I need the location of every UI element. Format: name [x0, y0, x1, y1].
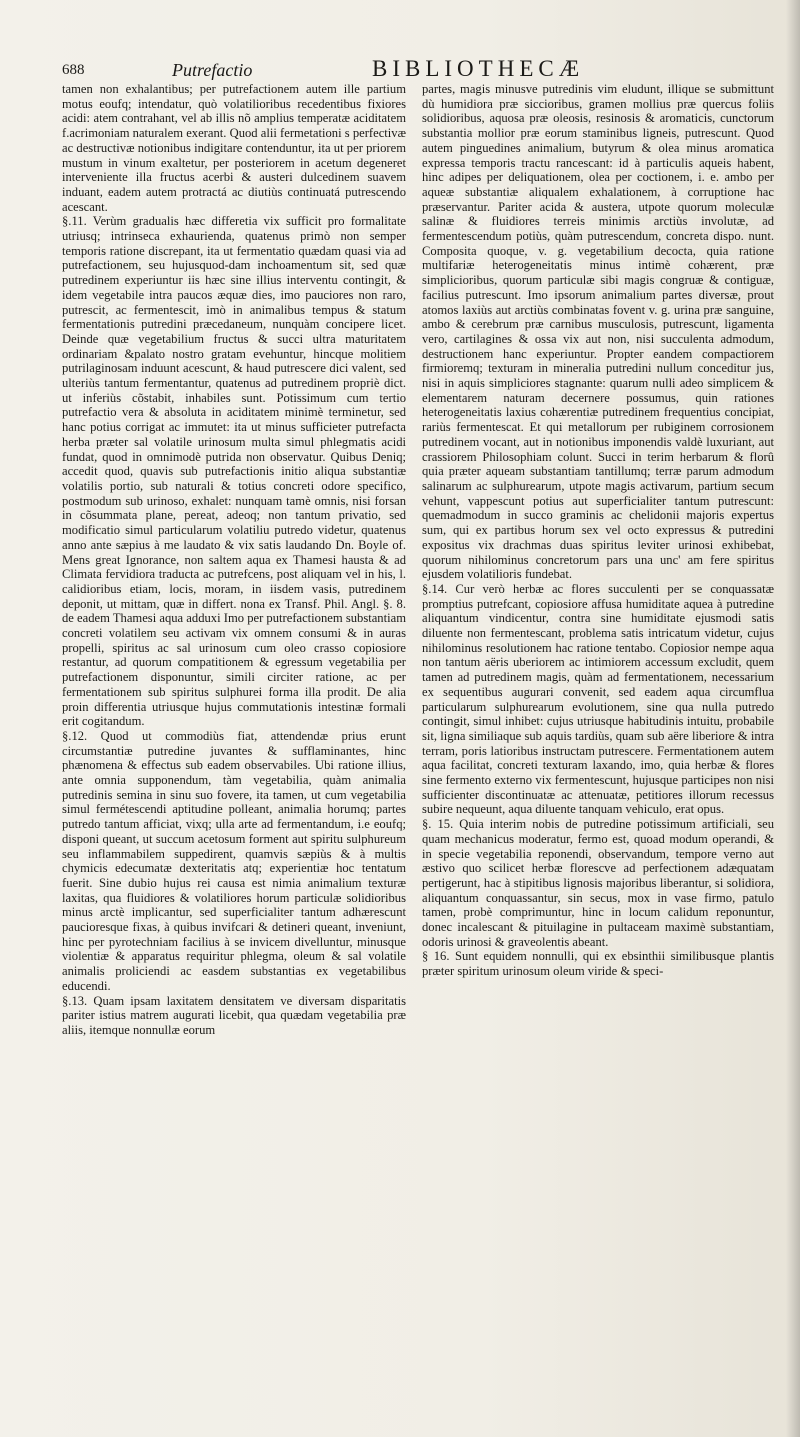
paragraph: §. 15. Quia interim nobis de putredine potissimum artificiali, seu quam mechanicus moderatur, fermo est, quoad modum operandi, & in specie vegetabilia reponendi, observandum, tempore verno aut æstivo quo scilicet herbæ florescve ad perfectionem adæquatam pertigerunt, hac à stipitibus lignosis majoribus liberantur, si solidiora, aliquantum conquassantur, sin secus, mox in vase firmo, patulo tamen, probè comprimuntur, hinc in locum calidum reponuntur, donec incalescant & pituilagine in pultaceam maximè substantiam, odoris urinosi & graveolentis abeant. [422, 817, 774, 949]
paragraph: §.13. Quam ipsam laxitatem densitatem ve diversam disparitatis pariter istius matrem augurati licebit, qua quædam vegetabilia præ aliis, itemque nonnullæ eorum [62, 993, 406, 1037]
page-number: 688 [62, 62, 85, 78]
right-column [422, 82, 774, 1412]
paragraph: partes, magis minusve putredinis vim eludunt, illique se submittunt dù humidiora præ siccioribus, gramen mollius præ quercus foliis solidioribus, aquosa præ oleosis, resinosis & aromaticis, cunctorum substantia mollior præ eorum staminibus ligneis, putrescunt. Quod autem pinguedines animalium, butyrum & olea minus aromatica expressa temporis tractu rancescant: id à particulis aqueis habent, hinc adipes per deliquationem, olea per coctionem, i. e. ambo per aqueæ substantiæ aliqualem exhalationem, à corruptione hac præservantur. Pariter acida & austera, utpote quorum moleculæ salinæ & fluidiores terreis minimis arctiùs involutæ, ad fermentescendum potiùs, quàm putrescendum, concreta dispo. nunt. Composita quoque, v. g. vegetabilium decocta, quia ratione multifariæ heterogeneitatis minus intimè cohærent, præ simplicioribus, quorum particulæ sibi magis congruæ & contiguæ, facilius putrescunt. Imo ipsorum animalium partes diversæ, prout atomos laxiùs aut arctiùs combinatas fovent v. g. urina præ sanguine, ambo & cerebrum præ carnibus musculosis, putrescunt, ligamenta vero, cartilagines & ossa vix aut non, nisi succulenta admodum, destructionem hanc experiuntur. Propter eandem compactiorem firmioremq; texturam in mineralia putredini nullum conceditur jus, nisi in aquis simpliciores stagnante: quarum nulli adeo simplicem & elementarem naturam decernere possumus, quin rationes heterogeneitatis laxius cohærentiæ putredinem frequentius concipiat, rariùs fermentescat. Et qui metallorum per rubiginem corrosionem putredinem vocant, aut in notionibus imponendis valdè luxuriant, aut crassiorem Philosophiam colunt. Succi in terim herbarum & florû quia præter aqueam substantiam tantillumq; terræ parum admodum salinarum ac sulphurearum, utpote magis activarum, partium secum vehunt, vappescunt potius aut superficialiter tantum putrescunt: quemadmodum in succo graminis ac chelidonii majoris expertus sum, qui ex partibus horum sex vel octo expressus & putredini expositus vix drachmas duas spiritus leviter urinosi exhibebat, quorum nihilominus concretorum pars una unc' am fere spiritus ejusdem volatilioris fundebat. [422, 82, 774, 582]
page-edge-shadow [786, 0, 800, 1437]
running-title: BIBLIOTHECÆ [372, 56, 585, 81]
page-header [62, 56, 762, 80]
running-head-left: Putrefactio [172, 60, 253, 80]
left-column [62, 82, 406, 1412]
paragraph: §.14. Cur verò herbæ ac flores succulenti per se conquassatæ promptius putrefcant, copiosiore affusa humiditate aquea à putredine aliquantum vindicentur, contra sine humiditate ejusmodi satis diluente non fermentescant, problema satis intricatum videtur, cujus nihilominus resolutionem hac ratione tentabo. Copiosior nempe aqua non tantum aëris uberiorem ac intimiorem accessum excludit, quem tamen ad putredinem magis, quàm ad fermentationem, necessarium ex sequentibus augurari convenit, sed eadem aqua circumflua particularum sulphurearum evolutionem, sine qua nulla putredo contingit, simul inhibet: cujus utriusque habitudinis intuitu, probabile sit, ligna similiaque sub aquis tardiùs, quam sub aëre liberiore & intra terram, poris latioribus instructam putrescere. Fermentationem autem aqua facilitat, concreti texturam laxando, imo, quia herbæ & flores sine fermento externo vix fermentescunt, hujusque participes non nisi sufficienter discontinuatæ ac attenuatæ, petitiores illorum recessus subire nequeunt, aqua diluente tanquam vehiculo, erat opus. [422, 581, 774, 817]
paragraph: §.11. Verùm gradualis hæc differetia vix sufficit pro formalitate utriusq; intrinseca exhaurienda, quatenus primò non semper temporis ratione discrepant, ita ut fermentatio quædam quasi via ad putrefactionem, seu hujusquod-dam inchoamentum sit, sed quæ putredinem experiuntur iis hæc sine illius interventu contingit, & idem vegetabile intra paucos æquæ dies, imo pauciores non raro, putrescit, ac fermentescit, imò in animalibus tempus & statum fermentationis putredini præcedaneum, nunquàm concipere licet. Deinde quæ vegetabilium fructus & succi ultra maturitatem ordinariam &palato nostro gratam evehuntur, hincque molitiem putrilaginosam induunt acescunt, & haud putrescere dici valent, sed ulteriùs tantum fermentantur, quatenus ad putredinem propriè dict. ut inferiùs cõstabit, inhabiles sunt. Potissimum cum tertio putrefactio vera & absoluta in aciditatem minimè terminetur, sed hanc potius corrigat ac immutet: ita ut minus sufficieter putrefacta herba præter sal volatile urinosum multa simul phlegmatis acidi fundat, quod in omnimodè putrida non observatur. Quibus Deniq; accedit quod, quavis sub putrefactionis initio aliqua substantiæ volatilis portio, sub naturali & totius concreti odore specifico, postmodum sub urinoso, exhalet: nunquam tamè omnis, nisi forsan in cõsummata plane, pereat, adeoq; non tantum privatio, sed modificatio simul particularum volatiliu putredo videtur, quatenus anno ante sæpius à me laudato & vix satis laudando Dn. Boyle of. Mens great Ignorance, non saltem aqua ex Thamesi hausta & ad Climata fervidiora traducta ac putrefcens, post aliquam vel in his, l. calidioribus etiam, locis, moram, in iisdem vasis, putredinem deponit, ut mittam, quæ in differt. nona ex Transf. Phil. Angl. §. 8. de eadem Thamesi aqua adduxi Imo per putrefactionem substantiam concreti volatilem seu activam vix omnem consumi & in auras propelli, spiritus ac sal urinosum cum oleo crasso copiosiore restantur, ad quorum compatitionem & egressum vegetabilia per putrefactionem disponuntur, simili circiter ratione, ac per fermentationem sub spiritus sulphurei forma illa prodit. De alia proin differentia utriusque hujus commutationis intestinæ formali erit cogitandum. [62, 214, 406, 729]
paragraph: § 16. Sunt equidem nonnulli, qui ex ebsinthii similibusque plantis præter spiritum urinosum oleum viride & speci- [422, 949, 774, 979]
paragraph: tamen non exhalantibus; per putrefactionem autem ille partium motus eoufq; intendatur, quò volatilioribus recedentibus fixiores acidi: atem contrahant, vel ab illis nõ amplius temperatæ aciditatem f.acrimoniam naturalem exerant. Quod alii fermetationi s perfectivæ ac destructivæ notionibus indigitare contenduntur, ita ut per priorem mustum in vinum exaltetur, per posteriorem in acetum degeneret interveniente illa fructus acerbi & austeri dulcedinem suavem induant, eadem autem protractá ac diutiùs continuatá putrescendo acescant. [62, 82, 406, 214]
paragraph: §.12. Quod ut commodiùs fiat, attendendæ prius erunt circumstantiæ putredine juvantes & sufflaminantes, hinc phænomena & effectus sub eadem observabiles. Ubi ratione illius, ante omnia supponendum, tàm vegetabilia, quàm animalia putredinis semina in sinu suo fovere, ita tamen, ut cum vegetabilia simul fermétescendi aptitudine polleant, animalia horumq; partes putredo tantum afficiat, vixq; ulla arte ad fermentandum, i.e eoufq; disponi queant, ut succum acetosum forment aut spiritu sulphureum seu inflammabilem suppedirent, quamvis sæpiùs & à multis chymicis edecumatæ dexteritatis atq; experientiæ hoc tentatum fuerit. Sine dubio hujus rei causa est nimia animalium texturæ laxitas, qua fluidiores & volatiliores horum particulæ solidioribus minus arctè implicantur, sed superficialiter tantum adhærescunt paucioresque fixas, à quibus invifcari & detineri queant, inveniunt, hinc per pyrotechniam facilius à se invicem divelluntur, minusque violentiæ & apparatus requiritur phlegma, oleum & sal volatile animalis proliciendi ac easdem substantias ex vegetabilibus educendi. [62, 728, 406, 993]
